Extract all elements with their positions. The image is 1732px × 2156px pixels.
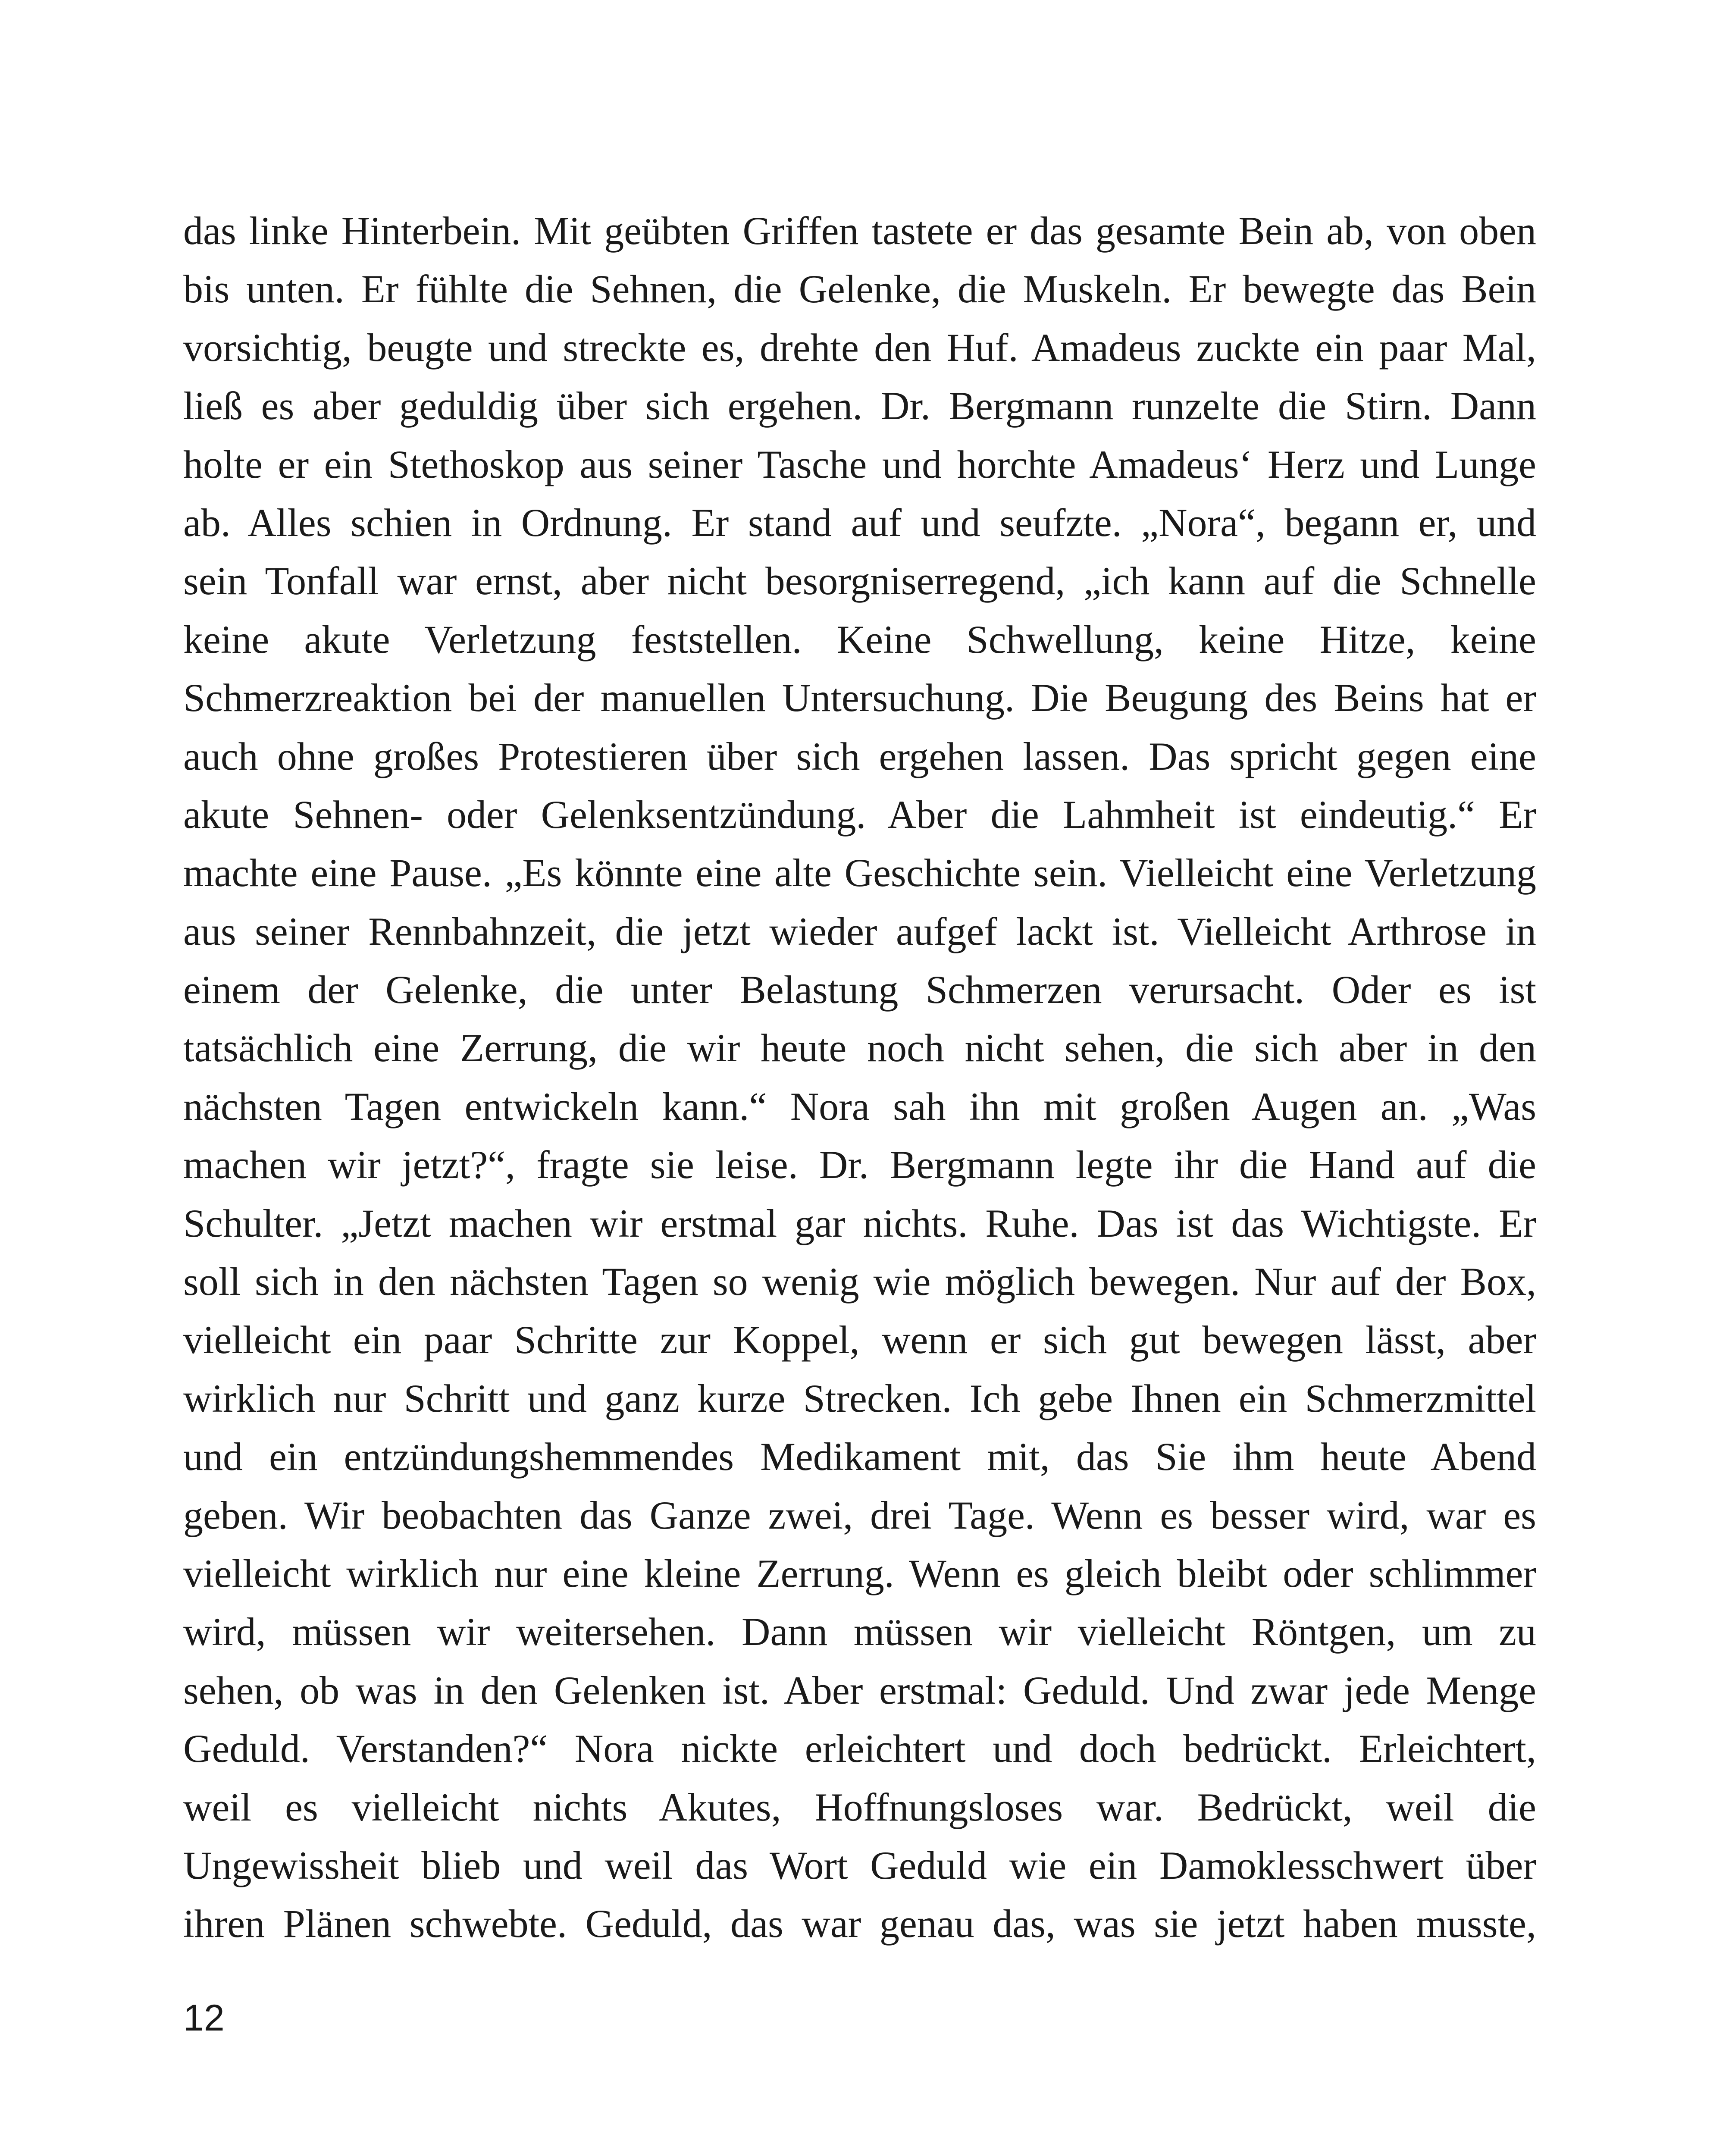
text-line: ihren Plänen schwebte. Geduld, das war genau das, was sie jetzt haben musste, — [183, 1902, 1536, 1946]
text-line: bis unten. Er fühlte die Sehnen, die Gelenke, die Muskeln. Er bewegte das Bein — [183, 267, 1536, 311]
text-line: wirklich nur Schritt und ganz kurze Strecken. Ich gebe Ihnen ein Schmerzmittel — [183, 1376, 1536, 1420]
text-line: vielleicht wirklich nur eine kleine Zerrung. Wenn es gleich bleibt oder schlimmer — [183, 1551, 1536, 1595]
text-line: Geduld. Verstanden?“ Nora nickte erleichtert und doch bedrückt. Erleichtert, — [183, 1727, 1536, 1771]
text-line: keine akute Verletzung feststellen. Keine Schwellung, keine Hitze, keine — [183, 617, 1536, 661]
text-line: Schmerzreaktion bei der manuellen Untersuchung. Die Beugung des Beins hat er — [183, 676, 1536, 720]
text-line: weil es vielleicht nichts Akutes, Hoffnungsloses war. Bedrückt, weil die — [183, 1785, 1536, 1829]
page-number: 12 — [183, 1997, 225, 2039]
text-line: sein Tonfall war ernst, aber nicht besorgniserregend, „ich kann auf die Schnelle — [183, 559, 1536, 603]
text-line: soll sich in den nächsten Tagen so wenig wie möglich bewegen. Nur auf der Box, — [183, 1260, 1536, 1304]
text-line: ließ es aber geduldig über sich ergehen. Dr. Bergmann runzelte die Stirn. Dann — [183, 384, 1536, 428]
text-line: das linke Hinterbein. Mit geübten Griffen tastete er das gesamte Bein ab, von oben — [183, 209, 1536, 253]
text-line: Schulter. „Jetzt machen wir erstmal gar nichts. Ruhe. Das ist das Wichtigste. Er — [183, 1201, 1536, 1245]
text-line: akute Sehnen- oder Gelenksentzündung. Aber die Lahmheit ist eindeutig.“ Er — [183, 792, 1536, 837]
text-line: machte eine Pause. „Es könnte eine alte Geschichte sein. Vielleicht eine Verletzung — [183, 851, 1536, 895]
text-line: aus seiner Rennbahnzeit, die jetzt wieder aufgef lackt ist. Vielleicht Arthrose in — [183, 909, 1536, 953]
text-line: einem der Gelenke, die unter Belastung Schmerzen verursacht. Oder es ist — [183, 968, 1536, 1012]
text-line: tatsächlich eine Zerrung, die wir heute noch nicht sehen, die sich aber in den — [183, 1026, 1536, 1070]
text-line: sehen, ob was in den Gelenken ist. Aber erstmal: Geduld. Und zwar jede Menge — [183, 1668, 1536, 1712]
text-line: wird, müssen wir weitersehen. Dann müssen wir vielleicht Röntgen, um zu — [183, 1610, 1536, 1654]
text-line: geben. Wir beobachten das Ganze zwei, drei Tage. Wenn es besser wird, war es — [183, 1493, 1536, 1537]
text-line: Ungewissheit blieb und weil das Wort Geduld wie ein Damoklesschwert über — [183, 1843, 1536, 1887]
text-line: auch ohne großes Protestieren über sich ergehen lassen. Das spricht gegen eine — [183, 734, 1536, 778]
body-text — [183, 202, 1536, 1953]
text-line: nächsten Tagen entwickeln kann.“ Nora sah ihn mit großen Augen an. „Was — [183, 1084, 1536, 1128]
text-line: holte er ein Stethoskop aus seiner Tasche und horchte Amadeus‘ Herz und Lunge — [183, 442, 1536, 486]
text-line: machen wir jetzt?“, fragte sie leise. Dr. Bergmann legte ihr die Hand auf die — [183, 1143, 1536, 1187]
text-line: vorsichtig, beugte und streckte es, drehte den Huf. Amadeus zuckte ein paar Mal, — [183, 325, 1536, 370]
text-line: und ein entzündungshemmendes Medikament mit, das Sie ihm heute Abend — [183, 1435, 1536, 1479]
text-line: vielleicht ein paar Schritte zur Koppel, wenn er sich gut bewegen lässt, aber — [183, 1318, 1536, 1362]
text-line: ab. Alles schien in Ordnung. Er stand auf und seufzte. „Nora“, begann er, und — [183, 500, 1536, 545]
